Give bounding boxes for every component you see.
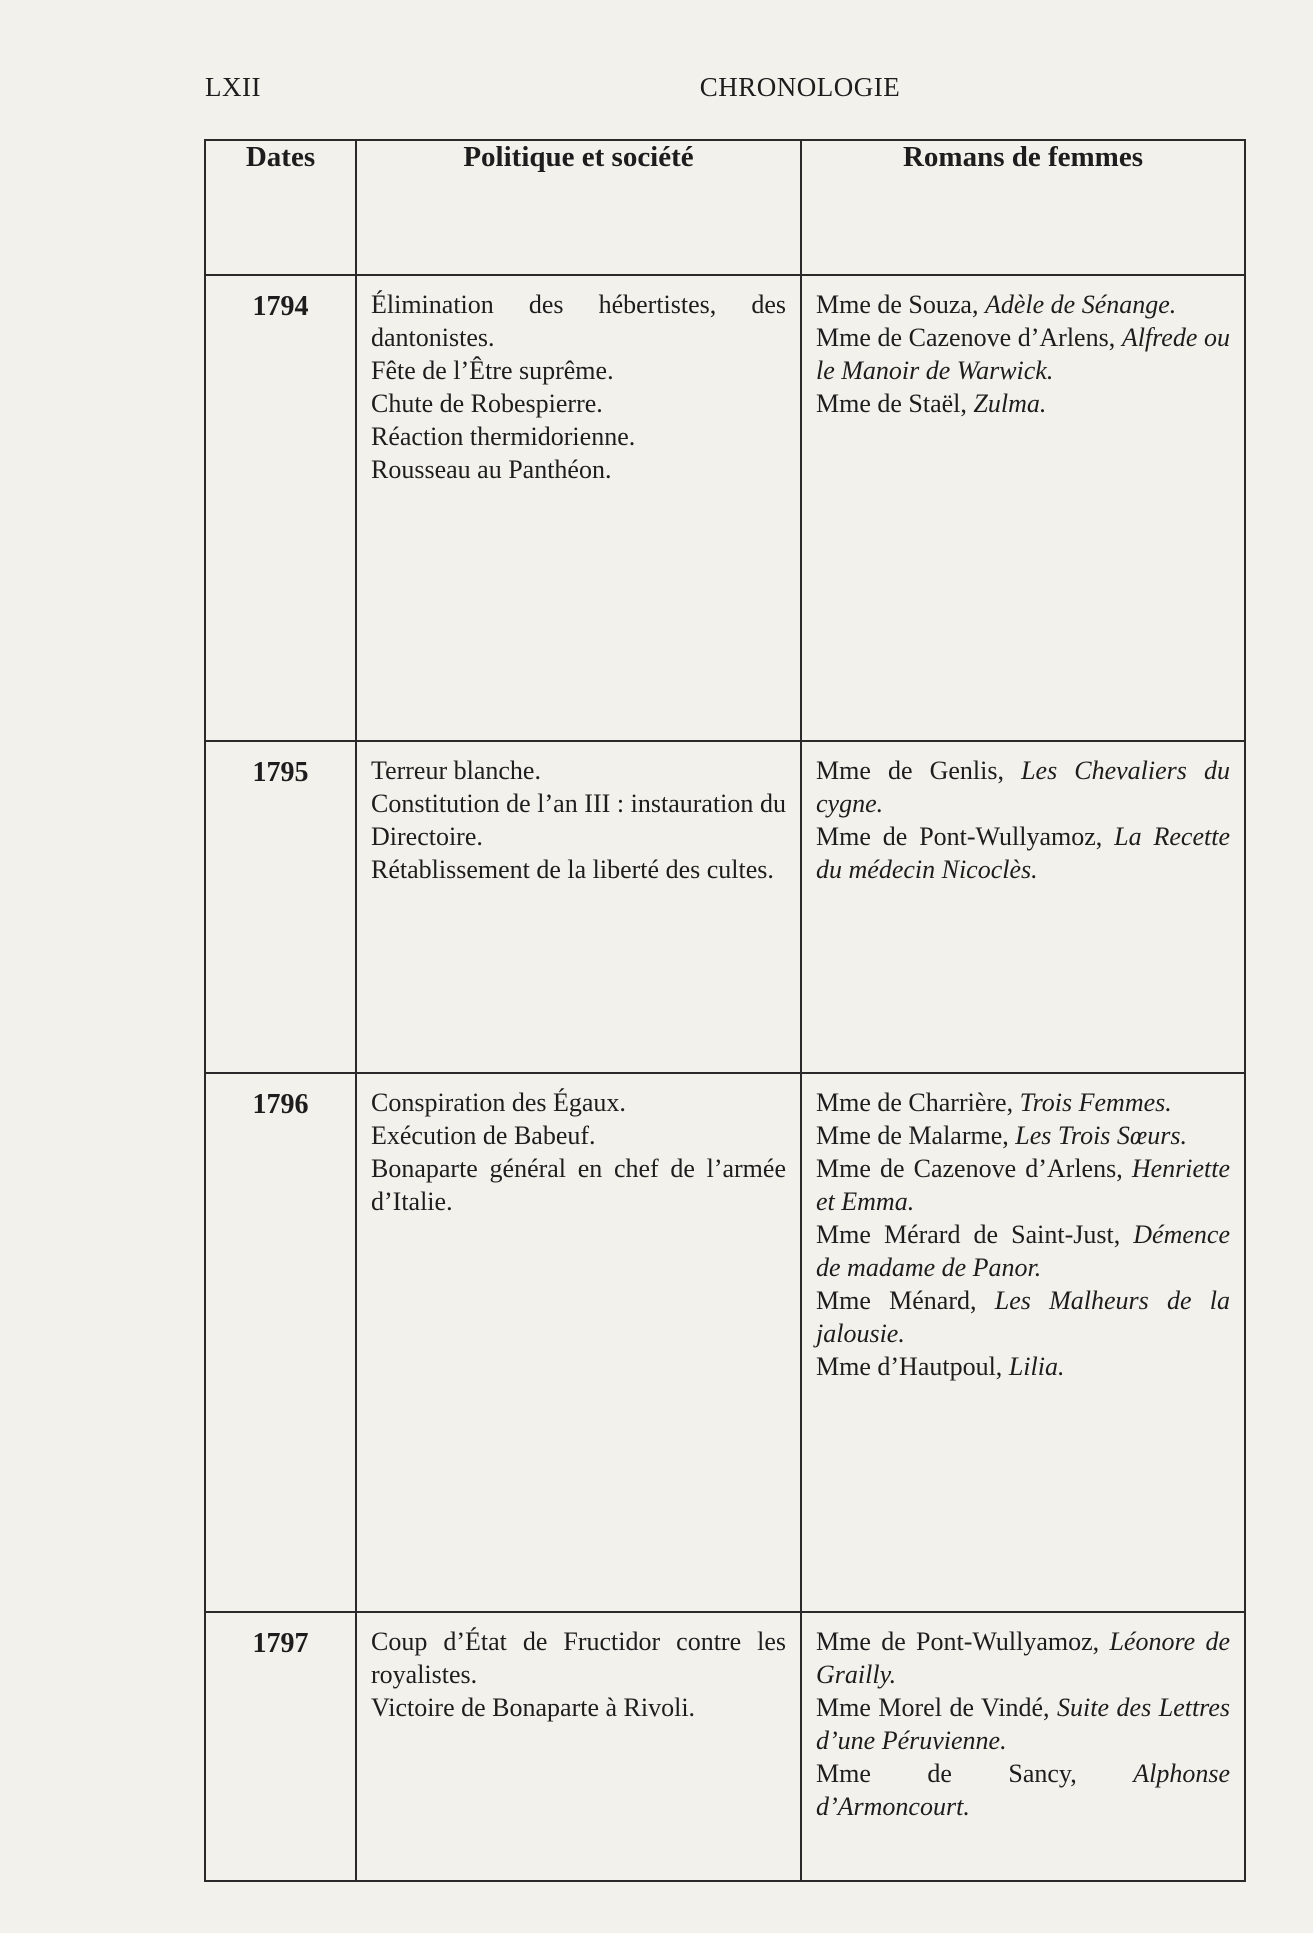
table-row	[205, 741, 1245, 1073]
politique-entry: Rousseau au Panthéon.	[371, 455, 612, 484]
politique-entry: Terreur blanche.	[371, 756, 541, 785]
roman-title: Henriette et Emma.	[816, 1154, 1230, 1216]
politique-entry: Réaction thermidorienne.	[371, 422, 636, 451]
table-row	[205, 275, 1245, 741]
column-header-dates: Dates	[205, 140, 356, 275]
roman-author: Mme Mérard de Saint-Just,	[816, 1220, 1134, 1249]
politique-entry: Exécution de Babeuf.	[371, 1121, 596, 1150]
roman-title: Zulma.	[973, 389, 1047, 418]
romans-cell	[801, 275, 1245, 741]
roman-entry	[816, 321, 1230, 387]
roman-entry	[816, 1119, 1230, 1152]
roman-author: Mme Ménard,	[816, 1286, 995, 1315]
roman-title: Alfrede ou le Manoir de Warwick.	[816, 323, 1230, 385]
roman-author: Mme de Souza,	[816, 290, 985, 319]
roman-entry	[816, 1625, 1230, 1691]
page-number: LXII	[205, 72, 261, 102]
politique-entry: Constitution de l’an III : instauration du Directoire.	[371, 789, 786, 851]
roman-title: Les Malheurs de la jalousie.	[816, 1286, 1230, 1348]
roman-entry	[816, 1691, 1230, 1757]
roman-entry	[816, 387, 1230, 420]
roman-title: Adèle de Sénange.	[984, 290, 1177, 319]
roman-entry	[816, 288, 1230, 321]
roman-author: Mme de Genlis,	[816, 756, 1022, 785]
roman-title: Les Trois Sœurs.	[1015, 1121, 1187, 1150]
roman-author: Mme de Cazenove d’Arlens,	[816, 1154, 1132, 1183]
page-header	[205, 72, 1245, 112]
roman-author: Mme de Cazenove d’Arlens,	[816, 323, 1122, 352]
roman-author: Mme de Sancy,	[816, 1759, 1134, 1788]
year-cell: 1796	[205, 1073, 356, 1612]
roman-entry	[816, 1152, 1230, 1218]
politique-entry: Coup d’État de Fructidor contre les royalistes.	[371, 1627, 786, 1689]
roman-entry	[816, 1757, 1230, 1823]
roman-entry	[816, 1086, 1230, 1119]
roman-entry	[816, 1284, 1230, 1350]
roman-author: Mme de Charrière,	[816, 1088, 1020, 1117]
roman-title: Suite des Lettres d’une Péruvienne.	[816, 1693, 1230, 1755]
politique-cell	[356, 1612, 801, 1881]
roman-title: Les Chevaliers du cygne.	[816, 756, 1230, 818]
roman-author: Mme d’Hautpoul,	[816, 1352, 1009, 1381]
year-cell: 1795	[205, 741, 356, 1073]
roman-entry	[816, 754, 1230, 820]
roman-title: Léonore de Grailly.	[816, 1627, 1230, 1689]
roman-author: Mme de Malarme,	[816, 1121, 1016, 1150]
table-row	[205, 1612, 1245, 1881]
politique-entry: Élimination des hébertistes, des dantonistes.	[371, 290, 786, 352]
romans-cell	[801, 1073, 1245, 1612]
table-row	[205, 1073, 1245, 1612]
romans-cell	[801, 741, 1245, 1073]
romans-cell	[801, 1612, 1245, 1881]
politique-entry: Fête de l’Être suprême.	[371, 356, 614, 385]
roman-author: Mme Morel de Vindé,	[816, 1693, 1058, 1722]
chronology-table	[204, 139, 1246, 1882]
roman-title: La Recette du médecin Nicoclès.	[816, 822, 1231, 884]
year-cell: 1794	[205, 275, 356, 741]
politique-cell	[356, 275, 801, 741]
politique-cell	[356, 1073, 801, 1612]
year-cell: 1797	[205, 1612, 356, 1881]
politique-entry: Rétablissement de la liberté des cultes.	[371, 855, 774, 884]
table-header-row	[205, 140, 1245, 275]
politique-entry: Conspiration des Égaux.	[371, 1088, 626, 1117]
roman-entry	[816, 1218, 1230, 1284]
roman-title: Démence de madame de Panor.	[816, 1220, 1230, 1282]
politique-entry: Victoire de Bonaparte à Rivoli.	[371, 1693, 696, 1722]
roman-entry	[816, 1350, 1230, 1383]
roman-author: Mme de Pont-Wullyamoz,	[816, 822, 1115, 851]
roman-author: Mme de Staël,	[816, 389, 974, 418]
roman-title: Lilia.	[1008, 1352, 1065, 1381]
column-header-politique: Politique et société	[356, 140, 801, 275]
politique-entry: Bonaparte général en chef de l’armée d’Italie.	[371, 1154, 786, 1216]
roman-entry	[816, 820, 1230, 886]
politique-entry: Chute de Robespierre.	[371, 389, 603, 418]
roman-title: Alphonse d’Armoncourt.	[816, 1759, 1230, 1821]
politique-cell	[356, 741, 801, 1073]
roman-title: Trois Femmes.	[1019, 1088, 1172, 1117]
column-header-romans: Romans de femmes	[801, 140, 1245, 275]
roman-author: Mme de Pont-Wullyamoz,	[816, 1627, 1110, 1656]
running-title: CHRONOLOGIE	[699, 72, 901, 102]
